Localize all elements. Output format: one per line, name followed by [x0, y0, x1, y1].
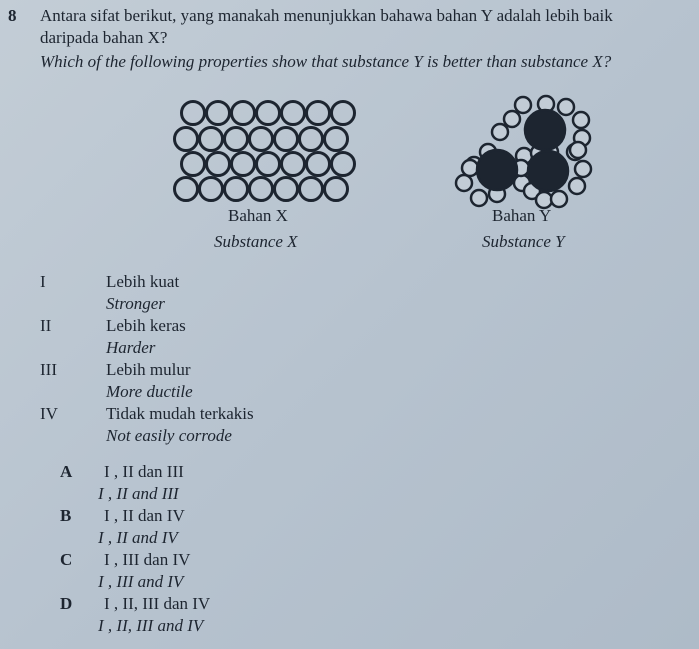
- statement-en: Not easily corrode: [106, 426, 232, 445]
- atom: [300, 128, 323, 151]
- atom: [300, 178, 323, 201]
- atom: [225, 178, 248, 201]
- atom: [471, 190, 487, 206]
- atom: [182, 102, 205, 125]
- atom: [200, 178, 223, 201]
- option-en: I , II and III: [98, 484, 179, 503]
- option-letter[interactable]: C: [60, 550, 73, 569]
- atom: [250, 178, 273, 201]
- atom: [558, 99, 574, 115]
- atom: [307, 102, 330, 125]
- atom: [282, 102, 305, 125]
- statement-ms: Tidak mudah terkakis: [106, 404, 254, 423]
- atom: [232, 102, 255, 125]
- statement-en: More ductile: [106, 382, 193, 401]
- atom: [573, 112, 589, 128]
- statement-number: II: [40, 316, 52, 335]
- atom: [332, 153, 355, 176]
- statement-ms: Lebih mulur: [106, 360, 191, 379]
- substance-y-label: Bahan Y: [492, 206, 552, 225]
- statement-en: Stronger: [106, 294, 165, 313]
- atom: [307, 153, 330, 176]
- statement-ms: Lebih kuat: [106, 272, 180, 291]
- atom: [462, 160, 478, 176]
- atom: [175, 178, 198, 201]
- atom: [175, 128, 198, 151]
- atom: [332, 102, 355, 125]
- option-letter[interactable]: A: [60, 462, 73, 481]
- substance-x-diagram: [175, 102, 355, 201]
- option-en: I , II and IV: [98, 528, 178, 547]
- atom: [207, 102, 230, 125]
- impurity-atom: [528, 151, 568, 191]
- substance-x-label: Bahan X: [228, 206, 288, 225]
- option-ms[interactable]: I , II dan IV: [104, 506, 185, 525]
- question-text-en: Which of the following properties show that substance Y is better than substance X?: [40, 52, 612, 71]
- option-en: I , II, III and IV: [98, 616, 204, 635]
- option-ms[interactable]: I , II, III dan IV: [104, 594, 211, 613]
- atom: [570, 142, 586, 158]
- question-text-ms-cont: daripada bahan X?: [40, 28, 168, 47]
- atom: [492, 124, 508, 140]
- atom: [504, 111, 520, 127]
- atom: [182, 153, 205, 176]
- atom: [232, 153, 255, 176]
- atom: [250, 128, 273, 151]
- option-ms[interactable]: I , II dan III: [104, 462, 184, 481]
- atom: [569, 178, 585, 194]
- option-ms[interactable]: I , III dan IV: [104, 550, 191, 569]
- atom: [275, 178, 298, 201]
- question-number: 8: [8, 6, 17, 25]
- statement-en: Harder: [106, 338, 156, 357]
- atom: [282, 153, 305, 176]
- atom: [257, 102, 280, 125]
- substance-y-diagram: [456, 96, 591, 208]
- statement-ms: Lebih keras: [106, 316, 186, 335]
- atom: [575, 161, 591, 177]
- atom: [207, 153, 230, 176]
- statement-number: I: [40, 272, 46, 291]
- atom: [551, 191, 567, 207]
- statement-number: III: [40, 360, 57, 379]
- option-letter[interactable]: D: [60, 594, 73, 613]
- atom: [325, 178, 348, 201]
- impurity-atom: [477, 150, 517, 190]
- atom: [456, 175, 472, 191]
- substance-x-label-en: Substance X: [214, 232, 298, 251]
- question-text-ms: Antara sifat berikut, yang manakah menunjukkan bahawa bahan Y adalah lebih baik: [40, 6, 613, 25]
- atom: [200, 128, 223, 151]
- atom: [225, 128, 248, 151]
- option-en: I , III and IV: [98, 572, 184, 591]
- statement-number: IV: [40, 404, 58, 423]
- impurity-atom: [525, 110, 565, 150]
- substance-y-label-en: Substance Y: [482, 232, 565, 251]
- atom: [325, 128, 348, 151]
- atom: [275, 128, 298, 151]
- option-letter[interactable]: B: [60, 506, 72, 525]
- atom: [257, 153, 280, 176]
- atom: [515, 97, 531, 113]
